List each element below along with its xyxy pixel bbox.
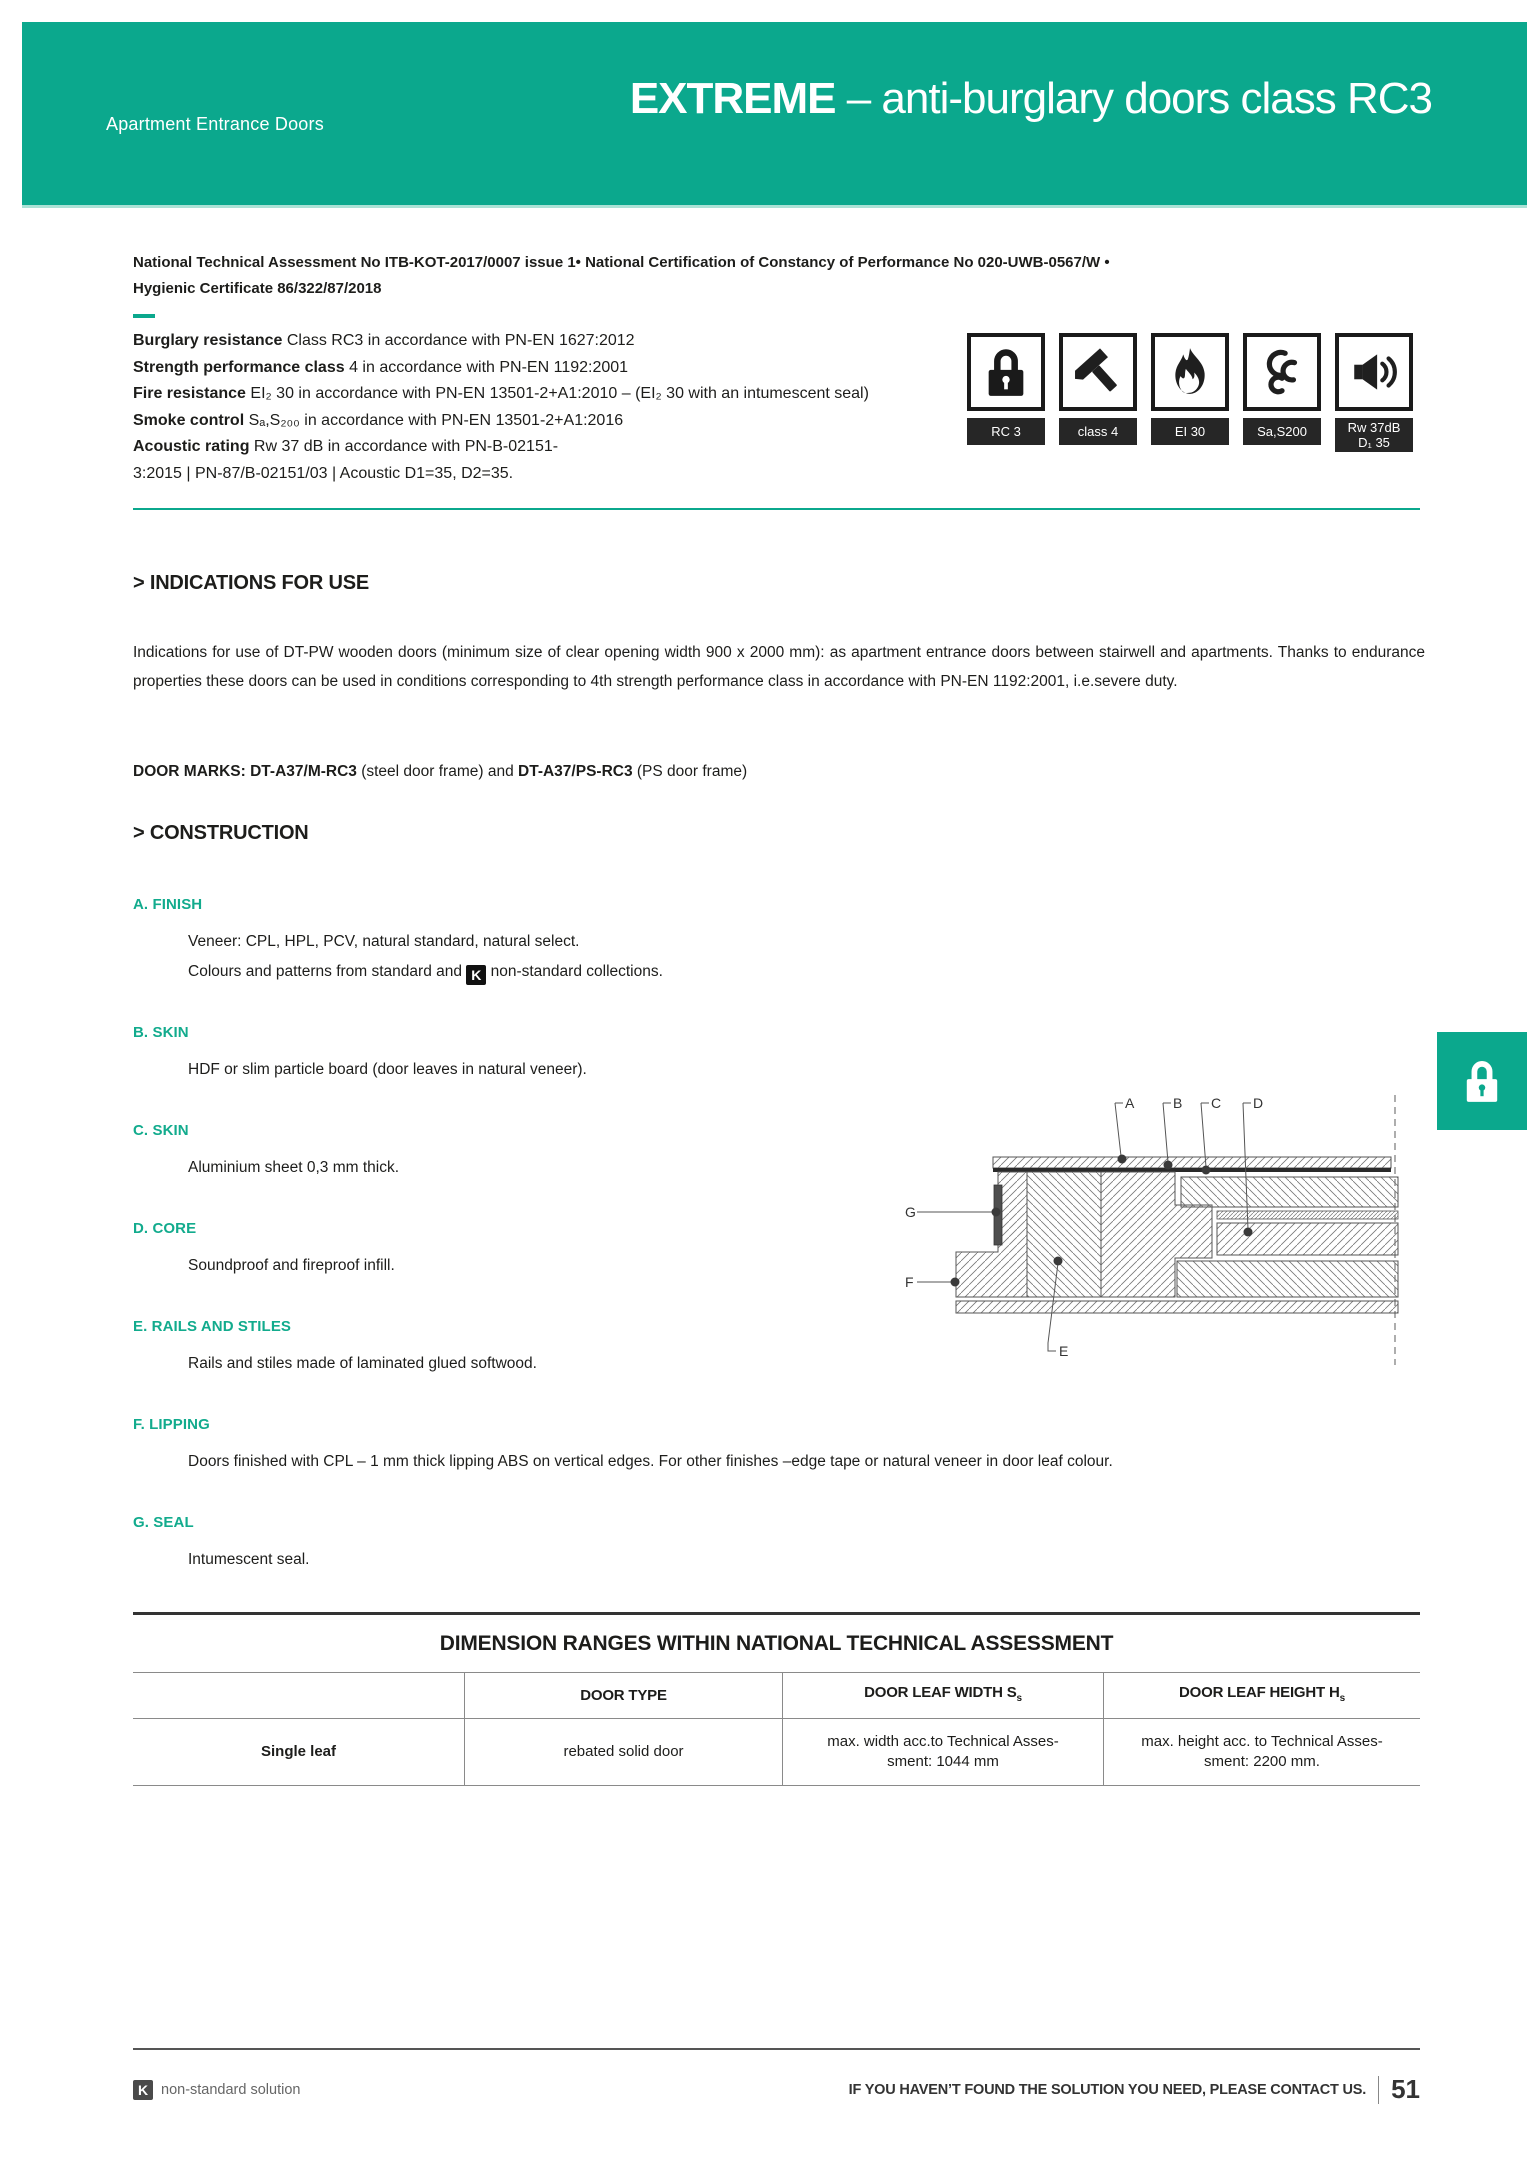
door-cross-section-diagram xyxy=(905,1085,1405,1375)
badge-ei30 xyxy=(1151,333,1229,452)
section-e-title: E. RAILS AND STILES xyxy=(133,1318,292,1335)
spec-acoustic: Acoustic rating Rw 37 dB in accordance with PN-B-02151- xyxy=(133,438,559,455)
badge-smoke xyxy=(1243,333,1321,452)
badge-rc3 xyxy=(967,333,1045,452)
certification-line-1: National Technical Assessment No ITB-KOT-2017/0007 issue 1• National Certification of Constancy of Performance No 020-UWB-0567/W • xyxy=(133,254,1110,271)
hammer-icon xyxy=(1059,333,1137,411)
flame-icon xyxy=(1151,333,1229,411)
footer-separator xyxy=(1378,2076,1379,2104)
accent-dash xyxy=(133,314,155,318)
smoke-icon xyxy=(1243,333,1321,411)
table-header-empty xyxy=(133,1673,464,1719)
speaker-icon xyxy=(1335,333,1413,411)
diagram-label-g: G xyxy=(905,1204,916,1220)
diagram-label-d: D xyxy=(1253,1095,1264,1111)
header-category: Apartment Entrance Doors xyxy=(106,114,324,134)
spec-acoustic-2: 3:2015 | PN-87/B-02151/03 | Acoustic D1=35, D2=35. xyxy=(133,464,514,482)
spec-smoke: Smoke control Sₐ,S₂₀₀ in accordance with PN-EN 13501-2+A1:2016 xyxy=(133,411,624,429)
table-header-door-type: DOOR TYPE xyxy=(464,1673,782,1719)
section-b-line1: HDF or slim particle board (door leaves in natural veneer). xyxy=(188,1061,587,1078)
indications-heading: > INDICATIONS FOR USE xyxy=(133,572,370,594)
section-f-title: F. LIPPING xyxy=(133,1416,210,1433)
diagram-label-a: A xyxy=(1125,1095,1135,1111)
diagram-label-c: C xyxy=(1211,1095,1222,1111)
section-e-line1: Rails and stiles made of laminated glued softwood. xyxy=(188,1355,537,1372)
diagram-label-e: E xyxy=(1059,1343,1069,1359)
page-title-product: EXTREME xyxy=(629,74,836,123)
badge-label: Rw 37dB D₁ 35 xyxy=(1335,418,1413,452)
certification-block xyxy=(133,250,1413,302)
badge-label: EI 30 xyxy=(1151,418,1229,445)
door-marks-line: DOOR MARKS: DT-A37/M-RC3 (steel door frame) and DT-A37/PS-RC3 (PS door frame) xyxy=(133,763,748,780)
section-a-line2: Colours and patterns from standard and K non-standard collections. xyxy=(188,963,663,983)
table-header-leaf-height: DOOR LEAF HEIGHT $H_s$ xyxy=(1103,1673,1420,1719)
badge-class4 xyxy=(1059,333,1137,452)
badge-label: class 4 xyxy=(1059,418,1137,445)
specs-block xyxy=(133,328,963,487)
table-cell-height: max. height acc. to Technical Asses- sment: 2200 mm. xyxy=(1103,1719,1420,1785)
section-a-line1: Veneer: CPL, HPL, PCV, natural standard, natural select. xyxy=(188,933,580,950)
section-divider xyxy=(133,508,1420,510)
badge-label: Sa,S200 xyxy=(1243,418,1321,445)
table-cell-leaf-type: Single leaf xyxy=(260,1743,337,1760)
header-band xyxy=(22,22,1527,208)
padlock-icon xyxy=(967,333,1045,411)
badge-label: RC 3 xyxy=(967,418,1045,445)
footer-left-label: non-standard solution xyxy=(161,2082,301,2098)
section-d-title: D. CORE xyxy=(133,1220,197,1237)
k-logo-icon: K xyxy=(466,965,486,985)
section-f-line1: Doors finished with CPL – 1 mm thick lipping ABS on vertical edges. For other finishes –edge tape or natural veneer in door leaf colour. xyxy=(188,1453,1113,1470)
table-cell-width: max. width acc.to Technical Asses- sment: 1044 mm xyxy=(782,1719,1103,1785)
badge-acoustic xyxy=(1335,333,1413,452)
footer-left xyxy=(133,2080,300,2100)
dimension-table xyxy=(133,1672,1420,1786)
spec-strength: Strength performance class 4 in accordance with PN-EN 1192:2001 xyxy=(133,358,629,376)
page-title xyxy=(630,74,1432,124)
section-b-title: B. SKIN xyxy=(133,1024,189,1041)
section-g-title: G. SEAL xyxy=(133,1514,194,1531)
footer-rule xyxy=(133,2048,1420,2050)
page-title-subtitle: – anti-burglary doors class RC3 xyxy=(835,74,1432,123)
page-number: 51 xyxy=(1391,2074,1420,2104)
table-header-leaf-width: DOOR LEAF WIDTH $S_s$ xyxy=(782,1673,1103,1719)
k-logo-icon: K xyxy=(133,2080,153,2100)
section-g-line1: Intumescent seal. xyxy=(188,1551,310,1568)
category-side-tab xyxy=(1437,1032,1527,1130)
indications-body: Indications for use of DT-PW wooden doors (minimum size of clear opening width 900 x 2000 mm): as apartment entrance doors between stairwell and apartments. Thanks to endurance properties these doors can be used in conditions corresponding to 4th strength performance class in accordance with PN-EN 1192:2001, i.e.severe duty. xyxy=(133,644,1425,690)
construction-heading: > CONSTRUCTION xyxy=(133,822,309,844)
spec-burglary: Burglary resistance Class RC3 in accordance with PN-EN 1627:2012 xyxy=(133,332,635,349)
spec-fire: Fire resistance EI₂ 30 in accordance with PN-EN 13501-2+A1:2010 – (EI₂ 30 with an intumescent seal) xyxy=(133,385,869,402)
diagram-label-b: B xyxy=(1173,1095,1183,1111)
section-c-line1: Aluminium sheet 0,3 mm thick. xyxy=(188,1159,400,1176)
footer-message: IF YOU HAVEN’T FOUND THE SOLUTION YOU NEED, PLEASE CONTACT US. xyxy=(848,2081,1367,2098)
table-cell-door-type: rebated solid door xyxy=(464,1719,782,1785)
diagram-label-f: F xyxy=(905,1274,914,1290)
section-a-title: A. FINISH xyxy=(133,896,203,913)
padlock-icon xyxy=(1463,1058,1501,1104)
section-c-title: C. SKIN xyxy=(133,1122,189,1139)
dimension-table-title: DIMENSION RANGES WITHIN NATIONAL TECHNICAL ASSESSMENT xyxy=(439,1632,1114,1655)
table-top-rule xyxy=(133,1612,1420,1615)
certification-line-2: Hygienic Certificate 86/322/87/2018 xyxy=(133,280,382,297)
section-d-line1: Soundproof and fireproof infill. xyxy=(188,1257,395,1274)
badge-row xyxy=(967,333,1413,452)
footer-right xyxy=(849,2074,1420,2105)
